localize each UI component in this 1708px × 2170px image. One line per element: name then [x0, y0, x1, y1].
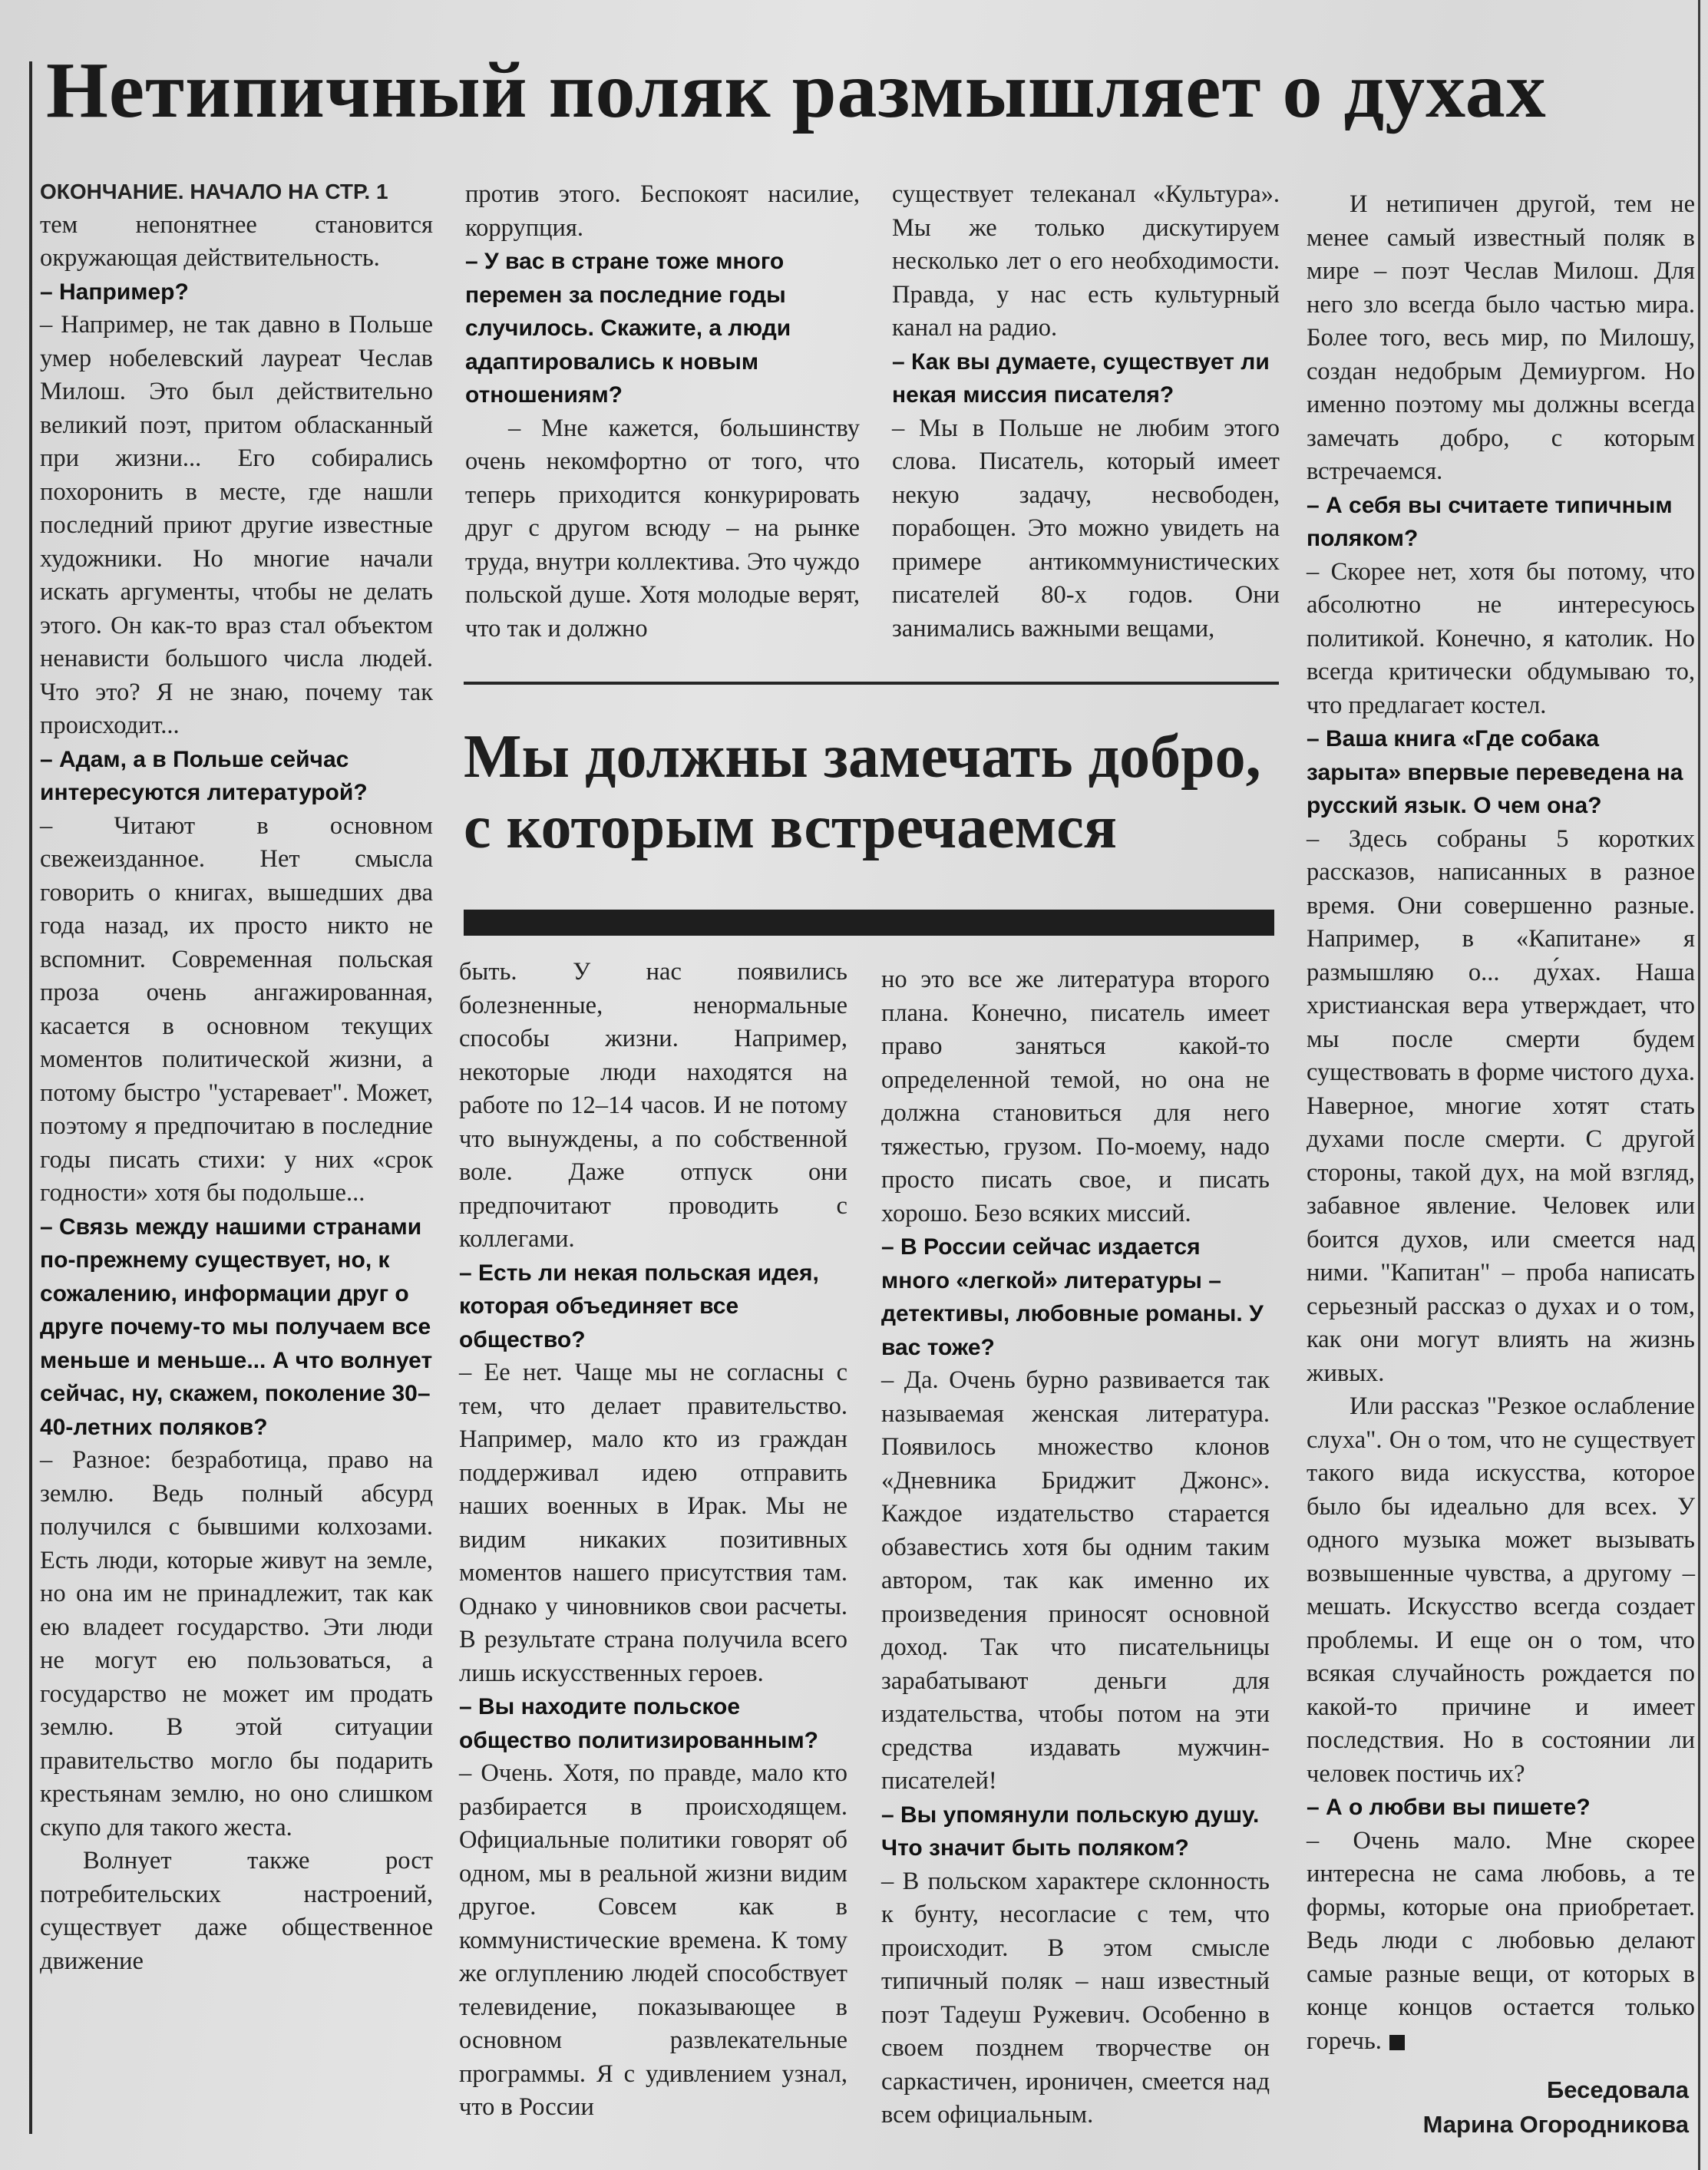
column-4: [1307, 188, 1695, 2058]
interview-question: – У вас в стране тоже много перемен за последние годы случилось. Скажите, а люди адаптировались к новым отношениям?: [465, 249, 791, 408]
paragraph: но это все же литература второго плана. Конечно, писатель имеет право заняться какой-то определенной темой, но она не должна становиться для него тяжестью, грузом. По-моему, надо просто писать свое, и писать хорошо. Безо всяких миссий.: [881, 966, 1270, 1227]
paragraph: быть. У нас появились болезненные, ненормальные способы жизни. Например, некоторые люди находятся на работе по 12–14 часов. И не потому что вынуждены, а по собственной воле. Даже отпуск они предпочитают проводить с коллегами.: [459, 958, 847, 1253]
interview-question: – А себя вы считаете типичным поляком?: [1307, 492, 1673, 551]
interview-question: – Как вы думаете, существует ли некая миссия писателя?: [892, 348, 1270, 408]
paragraph: – Читают в основном свежеизданное. Нет смысла говорить о книгах, вышедших два года назад, их просто никто не вспомнит. Современная польская проза очень ангажированная, касается в основном текущих моментов политической жизни, а потому быстро "устаревает". Может, поэтому я предпочитаю в последние годы писать стихи: у них «срок годности» хотя бы подольше...: [40, 811, 433, 1207]
interview-question: – Есть ли некая польская идея, которая объединяет все общество?: [459, 1260, 819, 1353]
byline-label: Беседовала: [1546, 2076, 1689, 2103]
paragraph: – Например, не так давно в Польше умер нобелевский лауреат Чеслав Милош. Это был действительно великий поэт, притом обласканный при жизни... Его собирались похоронить в месте, где нашли последний приют другие известные художники. Но многие начали искать аргументы, чтобы не делать этого. Он как-то враз стал объектом ненависти большого числа людей. Что это? Я не знаю, почему так происходит...: [40, 311, 433, 739]
column-3-top: [892, 178, 1280, 646]
article-headline: Нетипичный поляк размышляет о духах: [46, 46, 1547, 134]
column-3-bottom: [881, 963, 1270, 2132]
interview-question: – Связь между нашими странами по-прежнему существует, но, к сожалению, информации друг о друге почему-то мы получаем все меньше и меньше... А что волнует сейчас, ну, скажем, поколение 30–40-летних поляков?: [40, 1214, 433, 1440]
paragraph: – Мне кажется, большинству очень некомфортно от того, что теперь приходится конкурировать друг с другом всюду – на рынке труда, внутри коллектива. Это чуждо польской душе. Хотя молодые верят, что так и должно: [465, 414, 860, 642]
paragraph: – Здесь собраны 5 коротких рассказов, написанных в разное время. Они совершенно разные. Например, в «Капитане» я размышляю о... ду́хах. Наша христианская вера утверждает, что мы после смерти будем существовать в форме чистого духа. Наверное, многие хотят стать духами после смерти. С другой стороны, такой дух, на мой взгляд, забавное явление. Человек или боится духов, или смеется над ними. "Капитан" – проба написать серьезный рассказ о духах и о том, как они могут влиять на жизнь живых.: [1307, 824, 1695, 1387]
paragraph: – В польском характере склонность к бунту, несогласие с тем, что происходит. В этом смысле типичный поляк – наш известный поэт Тадеуш Ружевич. Особенно в своем позднем творчестве он саркастичен, ироничен, смеется над всем официальным.: [881, 1867, 1270, 2129]
interview-question: – В России сейчас издается много «легкой» литературы – детективы, любовные романы. У вас тоже?: [881, 1234, 1264, 1360]
interview-question: – А о любви вы пишете?: [1307, 1795, 1591, 1820]
paragraph: против этого. Беспокоят насилие, коррупция.: [465, 180, 860, 242]
column-2-top: [465, 178, 860, 646]
left-column-rule: [29, 61, 32, 2134]
right-page-edge: [1698, 0, 1700, 2170]
interview-question: – Вы находите польское общество политизированным?: [459, 1694, 818, 1753]
interview-question: – Вы упомянули польскую душу. Что значит быть поляком?: [881, 1802, 1260, 1861]
subheadline-bottom-bar: [464, 910, 1274, 936]
continuation-kicker: ОКОНЧАНИЕ. НАЧАЛО НА СТР. 1: [40, 180, 388, 203]
byline: [1359, 2073, 1689, 2142]
paragraph: тем непонятнее становится окружающая действительность.: [40, 210, 433, 272]
column-2-bottom: [459, 956, 847, 2125]
paragraph: [1307, 1825, 1695, 2059]
paragraph: И нетипичен другой, тем не менее самый известный поляк в мире – поэт Чеслав Милош. Для него зло всегда было частью мира. Более того, весь мир, по Милошу, создан недобрым Демиургом. Но именно поэтому мы должны всегда замечать добро, с которым встречаемся.: [1307, 190, 1695, 485]
column-1: [40, 175, 433, 1978]
interview-question: – Адам, а в Польше сейчас интересуются литературой?: [40, 746, 368, 805]
interview-question: – Например?: [40, 279, 189, 305]
end-of-article-square-icon: [1389, 2035, 1405, 2050]
last-paragraph-text: – Очень мало. Мне скорее интересна не сама любовь, а те формы, которые она приобретает. Ведь люди с любовью делают самые разные вещи, от которых в конце концов остается только горечь.: [1307, 1826, 1695, 2055]
subheadline-top-rule: [464, 682, 1279, 685]
subheadline: Мы должны замечать добро, с которым встречаемся: [464, 723, 1261, 861]
paragraph: – Скорее нет, хотя бы потому, что абсолютно не интересуюсь политикой. Конечно, я католик. Но всегда критически обдумываю то, что предлагает костел.: [1307, 557, 1695, 719]
paragraph: – Мы в Польше не любим этого слова. Писатель, который имеет некую задачу, несвободен, порабощен. Это можно увидеть на примере антикоммунистических писателей 80-х годов. Они занимались важными вещами,: [892, 414, 1280, 642]
paragraph: существует телеканал «Культура». Мы же только дискутируем несколько лет о его необходимости. Правда, у нас есть культурный канал на радио.: [892, 180, 1280, 342]
interview-question: – Ваша книга «Где собака зарыта» впервые переведена на русский язык. О чем она?: [1307, 726, 1683, 818]
paragraph: – Ее нет. Чаще мы не согласны с тем, что делает правительство. Например, мало кто из граждан поддерживал идею отправить наших военных в Ирак. Мы не видим никаких позитивных моментов нашего присутствия там. Однако у чиновников свои расчеты. В результате страна получила всего лишь искусственных героев.: [459, 1359, 847, 1687]
paragraph: Волнует также рост потребительских настроений, существует даже общественное движение: [40, 1847, 433, 1975]
paragraph: – Да. Очень бурно развивается так называемая женская литература. Появилось множество клонов «Дневника Бриджит Джонс». Каждое издательство старается обзавестись хотя бы одним таким автором, так как именно их произведения приносят основной доход. Так что писательницы зарабатывают деньги для издательства, чтобы потом на эти средства издавать мужчин-писателей!: [881, 1366, 1270, 1795]
paragraph: – Очень. Хотя, по правде, мало кто разбирается в происходящем. Официальные политики говорят об одном, мы в реальной жизни видим другое. Совсем как в коммунистические времена. К тому же оглуплению людей способствует телевидение, показывающее в основном развлекательные программы. Я с удивлением узнал, что в России: [459, 1759, 847, 2121]
paragraph: – Разное: безработица, право на землю. Ведь полный абсурд получился с бывшими колхозами. Есть люди, которые живут на земле, но она им не принадлежит, так как ею владеет государство. Эти люди не могут ею пользоваться, а государство не может им продать землю. В этой ситуации правительство могло бы подарить крестьянам землю, но оно слишком скупо для такого жеста.: [40, 1446, 433, 1841]
byline-author: Марина Огородникова: [1422, 2111, 1689, 2138]
paragraph: Или рассказ "Резкое ослабление слуха". Он о том, что не существует такого вида искусства, которое было бы идеально для всех. У одного музыка может вызывать возвышенные чувства, а другому – мешать. Искусство всегда создает проблемы. И еще он о том, что всякая случайность рождается по какой-то причине и имеет последствия. Но в состоянии ли человек постичь их?: [1307, 1392, 1695, 1788]
